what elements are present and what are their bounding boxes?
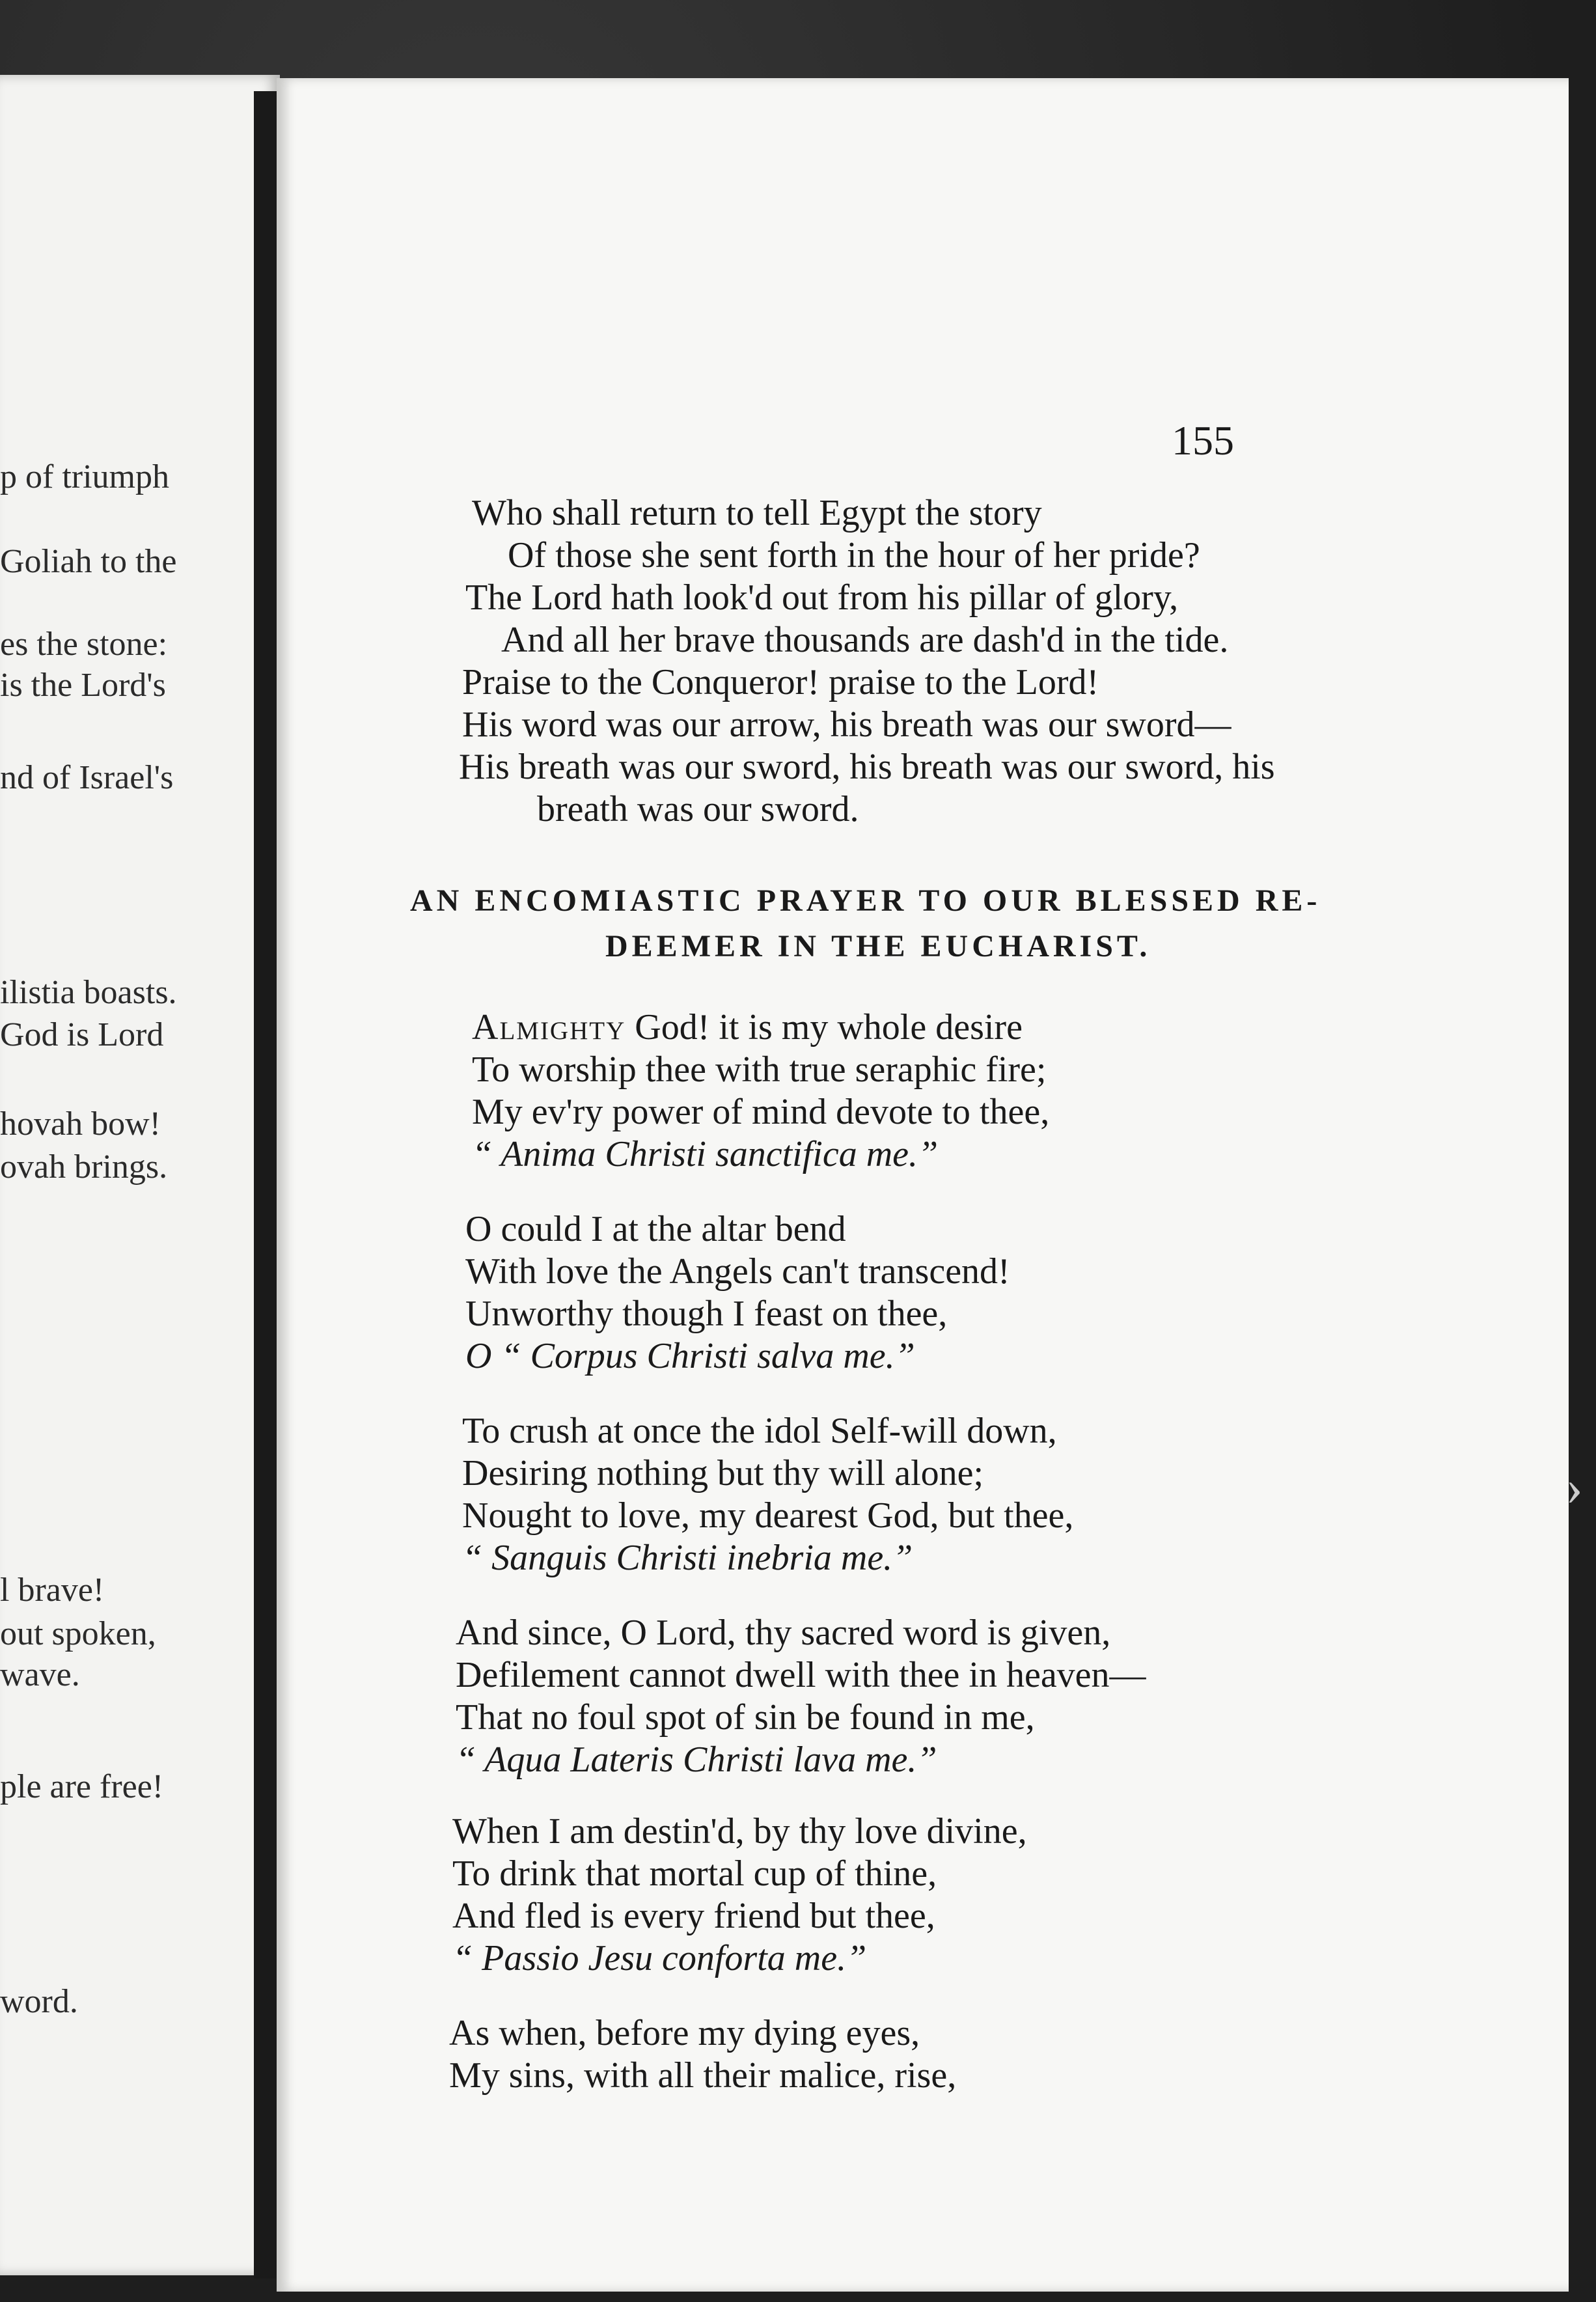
verse-line: To worship thee with true seraphic fire; <box>472 1049 1047 1090</box>
verse-line: And all her brave thousands are dash'd in the tide. <box>501 620 1229 660</box>
left-fragment: wave. <box>0 1656 80 1693</box>
verse-line <box>472 1009 1023 1046</box>
verse-line: My ev'ry power of mind devote to thee, <box>472 1092 1050 1132</box>
book-gutter <box>254 91 279 2279</box>
page-edge-mark: › <box>1565 1459 1583 1516</box>
left-fragment: es the stone: <box>0 626 168 663</box>
verse-line: His breath was our sword, his breath was our sword, his <box>459 747 1275 787</box>
verse-line: As when, before my dying eyes, <box>449 2013 920 2053</box>
latin-line: O “ Corpus Christi salva me.” <box>465 1336 915 1376</box>
left-fragment: nd of Israel's <box>0 759 174 796</box>
latin-line: “ Aqua Lateris Christi lava me.” <box>456 1740 937 1780</box>
left-fragment: ilistia boasts. <box>0 974 177 1011</box>
left-fragment: Goliah to the <box>0 543 177 580</box>
opening-small-caps: Almighty <box>472 1007 626 1047</box>
page-number: 155 <box>1172 417 1234 464</box>
left-fragment: hovah bow! <box>0 1105 161 1143</box>
verse-line: When I am destin'd, by thy love divine, <box>452 1811 1027 1851</box>
verse-line: And since, O Lord, thy sacred word is given, <box>456 1613 1111 1653</box>
verse-line: O could I at the altar bend <box>465 1209 846 1249</box>
left-fragment: l brave! <box>0 1572 105 1609</box>
verse-text: God! it is my whole desire <box>626 1007 1023 1047</box>
latin-line: “ Sanguis Christi inebria me.” <box>462 1538 913 1578</box>
verse-line: To drink that mortal cup of thine, <box>452 1853 937 1894</box>
right-page <box>277 78 1569 2292</box>
left-fragment: out spoken, <box>0 1615 156 1652</box>
verse-line: Nought to love, my dearest God, but thee, <box>462 1495 1074 1536</box>
verse-line: That no foul spot of sin be found in me, <box>456 1697 1035 1738</box>
verse-line: My sins, with all their malice, rise, <box>449 2055 957 2096</box>
verse-line: With love the Angels can't transcend! <box>465 1251 1010 1292</box>
left-fragment: p of triumph <box>0 458 169 495</box>
left-page <box>0 75 280 2275</box>
verse-line: The Lord hath look'd out from his pillar of glory, <box>465 577 1179 618</box>
section-heading: DEEMER IN THE EUCHARIST. <box>605 929 1151 964</box>
latin-line: “ Passio Jesu conforta me.” <box>452 1938 867 1978</box>
left-fragment: ovah brings. <box>0 1148 168 1186</box>
left-fragment: ple are free! <box>0 1768 164 1805</box>
verse-line: His word was our arrow, his breath was our sword— <box>462 704 1231 745</box>
verse-line: To crush at once the idol Self-will down, <box>462 1411 1057 1451</box>
verse-line: Defilement cannot dwell with thee in heaven— <box>456 1655 1146 1695</box>
verse-line: breath was our sword. <box>537 789 859 829</box>
latin-line: “ Anima Christi sanctifica me.” <box>472 1134 939 1174</box>
verse-line: Of those she sent forth in the hour of her pride? <box>508 535 1200 576</box>
verse-line: And fled is every friend but thee, <box>452 1896 935 1936</box>
left-fragment: God is Lord <box>0 1016 164 1053</box>
verse-line: Unworthy though I feast on thee, <box>465 1294 948 1334</box>
verse-line: Praise to the Conqueror! praise to the Lord! <box>462 662 1099 702</box>
verse-line: Desiring nothing but thy will alone; <box>462 1453 984 1493</box>
left-fragment: word. <box>0 1983 78 2020</box>
verse-line: Who shall return to tell Egypt the story <box>472 493 1042 533</box>
section-heading: AN ENCOMIASTIC PRAYER TO OUR BLESSED RE- <box>410 883 1321 918</box>
left-fragment: is the Lord's <box>0 667 166 704</box>
